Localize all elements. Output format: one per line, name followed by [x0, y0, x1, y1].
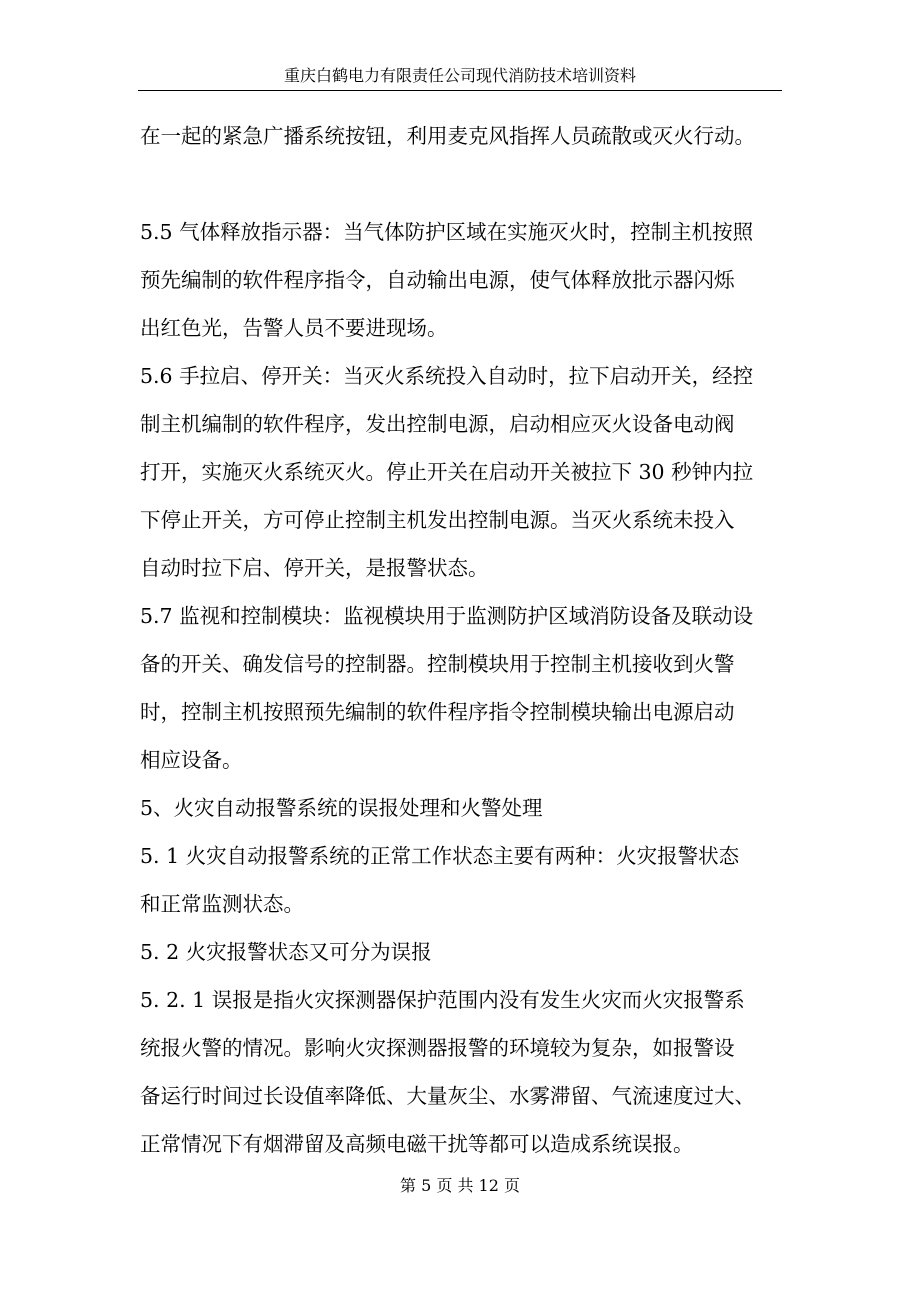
- body-line: 5.5 气体释放指示器：当气体防护区域在实施灭火时，控制主机按照: [140, 220, 754, 244]
- body-line: 备运行时间过长设值率降低、大量灰尘、水雾滞留、气流速度过大、: [140, 1084, 755, 1108]
- body-line: 备的开关、确发信号的控制器。控制模块用于控制主机接收到火警: [140, 652, 735, 676]
- body-line: 制主机编制的软件程序，发出控制电源，启动相应灭火设备电动阀: [140, 412, 735, 436]
- body-line: 下停止开关，方可停止控制主机发出控制电源。当灭火系统未投入: [140, 508, 735, 532]
- body-line: 相应设备。: [140, 748, 243, 772]
- header-divider: [138, 90, 782, 91]
- page-number: 第 5 页 共 12 页: [400, 1176, 520, 1195]
- document-body: [140, 118, 780, 1174]
- body-line: 打开，实施灭火系统灭火。停止开关在启动开关被拉下 30 秒钟内拉: [140, 460, 754, 484]
- body-line: 5. 2. 1 误报是指火灾探测器保护范围内没有发生火灾而火灾报警系: [140, 988, 745, 1012]
- body-line: 预先编制的软件程序指令，自动输出电源，使气体释放批示器闪烁: [140, 268, 735, 292]
- body-line: 自动时拉下启、停开关，是报警状态。: [140, 556, 489, 580]
- page-header: 重庆白鹤电力有限责任公司现代消防技术培训资料: [283, 66, 636, 85]
- body-line: 正常情况下有烟滞留及高频电磁干扰等都可以造成系统误报。: [140, 1132, 694, 1156]
- body-line: 时，控制主机按照预先编制的软件程序指令控制模块输出电源启动: [140, 700, 735, 724]
- body-line: 5.7 监视和控制模块：监视模块用于监测防护区域消防设备及联动设: [140, 604, 754, 628]
- body-line: 5.6 手拉启、停开关：当灭火系统投入自动时，拉下启动开关，经控: [140, 364, 754, 388]
- paragraph-gap: [140, 166, 780, 214]
- body-line: 5. 1 火灾自动报警系统的正常工作状态主要有两种：火灾报警状态: [140, 844, 740, 868]
- body-line: 出红色光，告警人员不要进现场。: [140, 316, 448, 340]
- body-line: 在一起的紧急广播系统按钮，利用麦克风指挥人员疏散或灭火行动。: [140, 124, 755, 148]
- section-heading: 5、火灾自动报警系统的误报处理和火警处理: [140, 796, 543, 820]
- body-line: 5. 2 火灾报警状态又可分为误报: [140, 940, 432, 964]
- body-line: 和正常监测状态。: [140, 892, 304, 916]
- body-line: 统报火警的情况。影响火灾探测器报警的环境较为复杂，如报警设: [140, 1036, 735, 1060]
